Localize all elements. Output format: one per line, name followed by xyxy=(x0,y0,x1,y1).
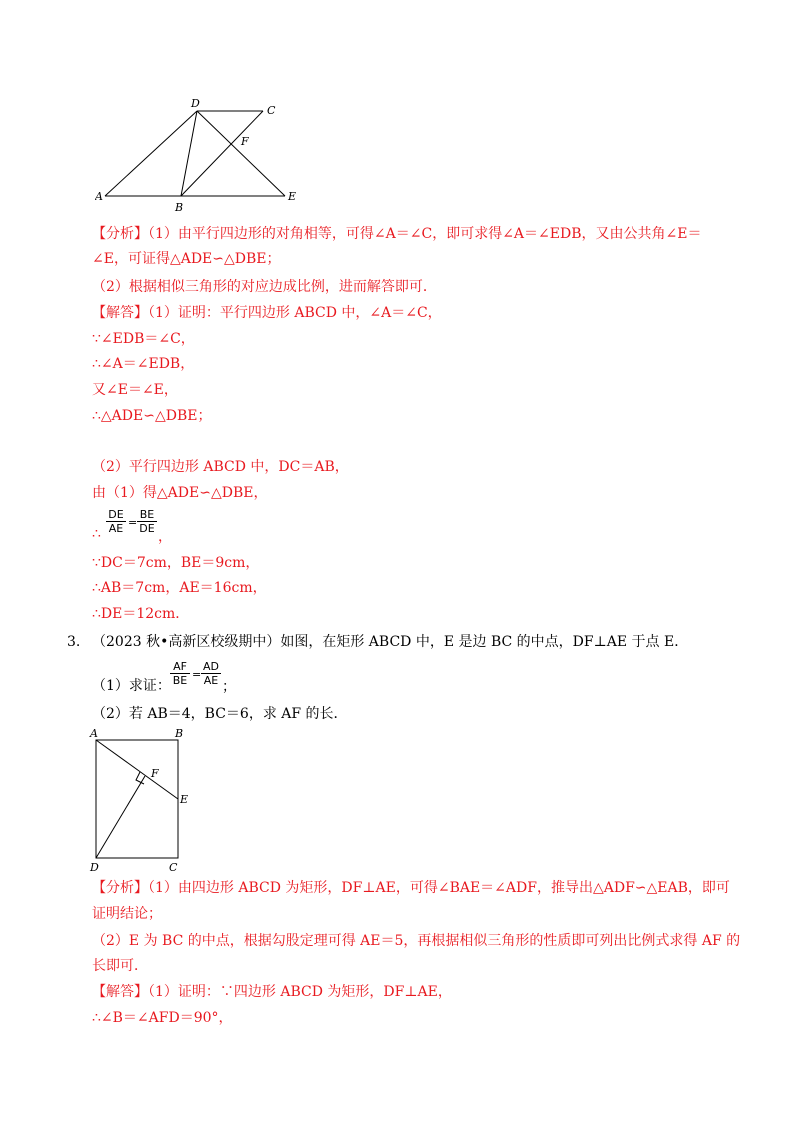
p1-fraction-left: DE AE xyxy=(106,508,126,535)
label-c: C xyxy=(267,104,276,117)
label-a: A xyxy=(95,190,103,203)
p1-after-line-1: ∵DC＝7cm，BE＝9cm， xyxy=(92,555,260,571)
p1-solution-line-1: 【解答】（1）证明：平行四边形 ABCD 中，∠A＝∠C， xyxy=(92,305,442,321)
p1-after-line-2: ∴AB＝7cm，AE＝16cm， xyxy=(92,580,267,596)
q3-fraction-eq: = xyxy=(192,668,202,681)
p1-solution-line-2: ∵∠EDB＝∠C， xyxy=(92,331,195,347)
q3-fraction-left: AF BE xyxy=(170,660,190,687)
q3-prove-label: （1）求证： xyxy=(92,678,171,694)
figure-rectangle xyxy=(85,725,205,875)
label-e: E xyxy=(180,793,189,806)
label-c: C xyxy=(169,861,178,874)
q3-fraction-right: AD AE xyxy=(203,660,219,687)
p1-solution-line-3: ∴∠A＝∠EDB， xyxy=(92,356,195,372)
label-f: F xyxy=(241,135,249,148)
rectangle-abcd xyxy=(96,740,178,858)
p1-analysis-line-2: ∠E，可证得△ADE∽△DBE； xyxy=(92,251,281,267)
q3-solution-line-2: ∴∠B＝∠AFD＝90°， xyxy=(92,1010,233,1026)
q3-analysis-line-2: 证明结论； xyxy=(92,906,162,922)
q3-fraction-tail: ； xyxy=(222,679,236,695)
segment-bc xyxy=(181,111,263,196)
p1-part2-line-2: 由（1）得△ADE∽△DBE， xyxy=(92,485,268,501)
label-d: D xyxy=(90,861,99,874)
label-d: D xyxy=(191,97,200,110)
p1-part2-line-1: （2）平行四边形 ABCD 中，DC＝AB， xyxy=(92,459,349,475)
label-b: B xyxy=(175,727,184,740)
q3-analysis-line-1: 【分析】（1）由四边形 ABCD 为矩形，DF⊥AE，可得∠BAE＝∠ADF，推导出△ADF∽△EAB，即可 xyxy=(92,880,730,896)
label-f: F xyxy=(151,767,159,780)
p1-solution-line-4: 又∠E＝∠E， xyxy=(92,382,178,398)
p1-solution-line-5: ∴△ADE∽△DBE； xyxy=(92,408,212,424)
q3-number: 3. xyxy=(67,634,81,650)
p1-analysis-line-3: （2）根据相似三角形的对应边成比例，进而解答即可． xyxy=(92,279,437,295)
figure-parallelogram xyxy=(95,95,315,215)
p1-analysis-line-1: 【分析】（1）由平行四边形的对角相等，可得∠A＝∠C，即可求得∠A＝∠EDB，又由公共角∠E＝ xyxy=(92,226,702,242)
p1-therefore: ∴ xyxy=(92,526,101,542)
label-e: E xyxy=(288,190,297,203)
p1-fraction-tail: ， xyxy=(158,529,172,545)
q3-solution-line-1: 【解答】（1）证明：∵四边形 ABCD 为矩形，DF⊥AE， xyxy=(92,984,452,1000)
p1-fraction-eq: = xyxy=(128,516,138,529)
segment-de xyxy=(197,111,285,196)
label-a: A xyxy=(90,727,98,740)
q3-analysis-line-4: 长即可． xyxy=(92,958,148,974)
label-b: B xyxy=(175,201,184,214)
q3-analysis-line-3: （2）E 为 BC 的中点，根据勾股定理可得 AE＝5，再根据相似三角形的性质即可列出比例式求得 AF 的 xyxy=(92,933,741,949)
q3-stem: （2023 秋•高新区校级期中）如图，在矩形 ABCD 中，E 是边 BC 的中点，DF⊥AE 于点 E． xyxy=(92,634,689,650)
q3-part2: （2）若 AB＝4，BC＝6，求 AF 的长． xyxy=(92,706,348,722)
segment-df xyxy=(96,776,145,858)
p1-after-line-3: ∴DE＝12cm． xyxy=(92,606,190,622)
p1-fraction-right: BE DE xyxy=(137,508,157,535)
